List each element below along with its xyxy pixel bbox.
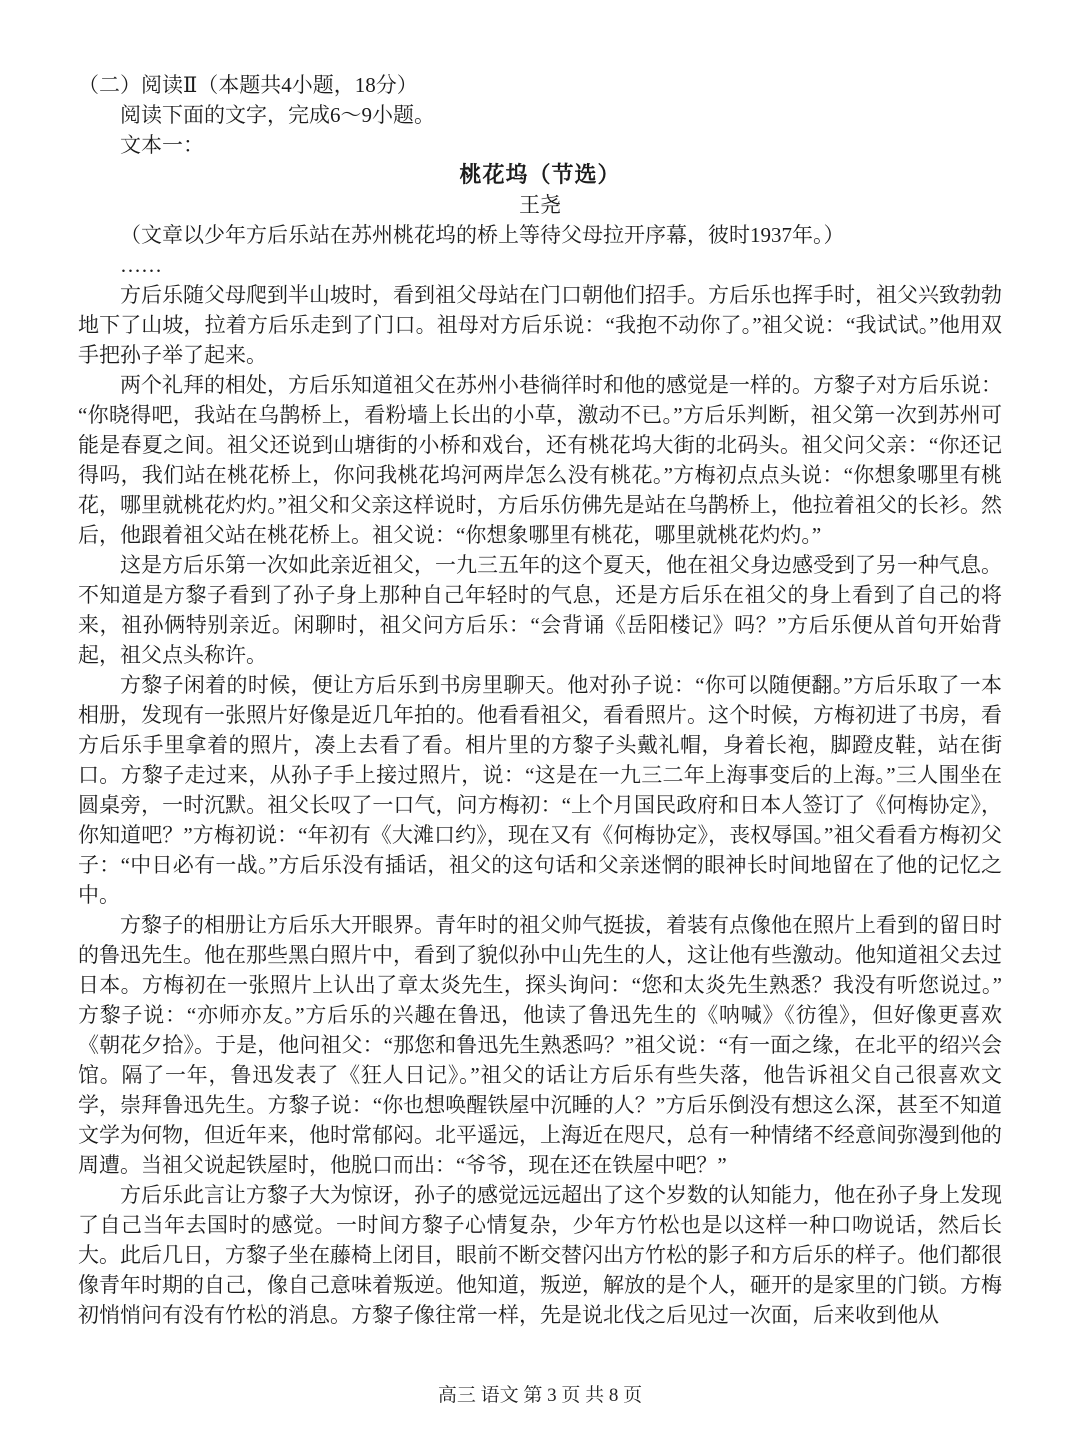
passage-preface: （文章以少年方后乐站在苏州桃花坞的桥上等待父母拉开序幕，彼时1937年。） bbox=[120, 223, 845, 247]
page-footer: 高三 语文 第 3 页 共 8 页 bbox=[437, 1385, 643, 1406]
passage-paragraph-6: 方后乐此言让方黎子大为惊讶，孙子的感觉远远超出了这个岁数的认知能力，他在孙子身上发现了自己当年去国时的感觉。一时间方黎子心情复杂，少年方竹松也是以这样一种口吻说话，然后长大。此后几日，方黎子坐在藤椅上闭目，眼前不断交替闪出方竹松的影子和方后乐的样子。他们都很像青年时期的自己，像自己意味着叛逆。他知道，叛逆，解放的是个人，砸开的是家里的门锁。方梅初悄悄问有没有竹松的消息。方黎子像往常一样，先是说北伐之后见过一次面，后来收到他从 bbox=[78, 1183, 1002, 1327]
passage-ellipsis: …… bbox=[120, 253, 162, 277]
passage-paragraph-1: 方后乐随父母爬到半山坡时，看到祖父母站在门口朝他们招手。方后乐也挥手时，祖父兴致勃勃地下了山坡，拉着方后乐走到了门口。祖母对方后乐说：“我抱不动你了。”祖父说：“我试试。”他用双手把孙子举了起来。 bbox=[78, 283, 1002, 367]
passage-paragraph-3: 这是方后乐第一次如此亲近祖父，一九三五年的这个夏天，他在祖父身边感受到了另一种气息。不知道是方黎子看到了孙子身上那种自己年轻时的气息，还是方后乐在祖父的身上看到了自己的将来，祖孙俩特别亲近。闲聊时，祖父问方后乐：“会背诵《岳阳楼记》吗？”方后乐便从首句开始背起，祖父点头称许。 bbox=[78, 553, 1002, 667]
passage-paragraph-2: 两个礼拜的相处，方后乐知道祖父在苏州小巷徜徉时和他的感觉是一样的。方黎子对方后乐说：“你晓得吧，我站在乌鹊桥上，看粉墙上长出的小草，激动不已。”方后乐判断，祖父第一次到苏州可能是春夏之间。祖父还说到山塘街的小桥和戏台，还有桃花坞大街的北码头。祖父问父亲：“你还记得吗，我们站在桃花桥上，你问我桃花坞河两岸怎么没有桃花。”方梅初点点头说：“你想象哪里有桃花，哪里就桃花灼灼。”祖父和父亲这样说时，方后乐仿佛先是站在乌鹊桥上，他拉着祖父的长衫。然后，他跟着祖父站在桃花桥上。祖父说：“你想象哪里有桃花，哪里就桃花灼灼。” bbox=[78, 373, 1002, 547]
passage-paragraph-4: 方黎子闲着的时候，便让方后乐到书房里聊天。他对孙子说：“你可以随便翻。”方后乐取了一本相册，发现有一张照片好像是近几年拍的。他看看祖父，看看照片。这个时候，方梅初进了书房，看方后乐手里拿着的照片，凑上去看了看。相片里的方黎子头戴礼帽，身着长袍，脚蹬皮鞋，站在街口。方黎子走过来，从孙子手上接过照片，说：“这是在一九三二年上海事变后的上海。”三人围坐在圆桌旁，一时沉默。祖父长叹了一口气，问方梅初：“上个月国民政府和日本人签订了《何梅协定》，你知道吧？”方梅初说：“年初有《大滩口约》，现在又有《何梅协定》，丧权辱国。”祖父看看方梅初父子：“中日必有一战。”方后乐没有插话，祖父的这句话和父亲迷惘的眼神长时间地留在了他的记忆之中。 bbox=[78, 673, 1002, 907]
passage-paragraph-5: 方黎子的相册让方后乐大开眼界。青年时的祖父帅气挺拔，着装有点像他在照片上看到的留日时的鲁迅先生。他在那些黑白照片中，看到了貌似孙中山先生的人，这让他有些激动。他知道祖父去过日本。方梅初在一张照片上认出了章太炎先生，探头询问：“您和太炎先生熟悉？我没有听您说过。”方黎子说：“亦师亦友。”方后乐的兴趣在鲁迅，他读了鲁迅先生的《呐喊》《彷徨》，但好像更喜欢《朝花夕拾》。于是，他问祖父：“那您和鲁迅先生熟悉吗？”祖父说：“有一面之缘，在北平的绍兴会馆。隔了一年，鲁迅发表了《狂人日记》。”祖父的话让方后乐有些失落，他告诉祖父自己很喜欢文学，崇拜鲁迅先生。方黎子说：“你也想唤醒铁屋中沉睡的人？”方后乐倒没有想这么深，甚至不知道文学为何物，但近年来，他时常郁闷。北平遥远，上海近在咫尺，总有一种情绪不经意间弥漫到他的周遭。当祖父说起铁屋时，他脱口而出：“爷爷，现在还在铁屋中吧？” bbox=[78, 913, 1002, 1177]
passage-title: 桃花坞（节选） bbox=[459, 162, 621, 187]
section-header: （二）阅读Ⅱ（本题共4小题，18分） bbox=[78, 73, 418, 97]
exam-content bbox=[78, 70, 1002, 1330]
passage-author: 王尧 bbox=[519, 193, 561, 217]
text-one-label: 文本一： bbox=[120, 133, 204, 157]
reading-instruction: 阅读下面的文字，完成6～9小题。 bbox=[120, 103, 435, 127]
